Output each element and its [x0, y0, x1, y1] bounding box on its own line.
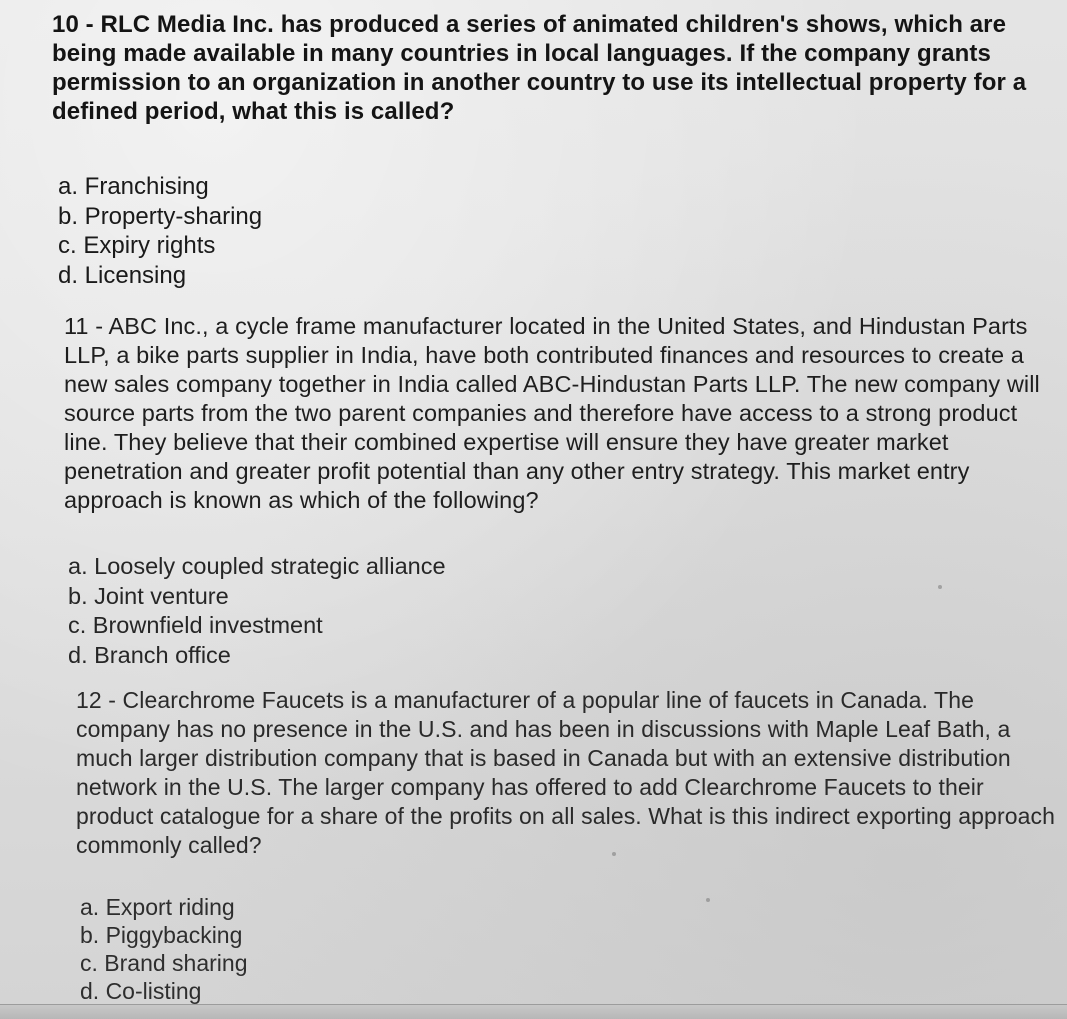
screen-speck [612, 852, 616, 856]
question-11-text: 11 - ABC Inc., a cycle frame manufacturer located in the United States, and Hindustan Parts LLP, a bike parts supplier in India, have both contributed finances and resources to create a new sales company together in India called ABC-Hindustan Parts LLP. The new company will source parts from the two parent companies and therefore have access to a strong product line. They believe that their combined expertise will ensure they have greater market penetration and greater profit potential than any other entry strategy. This market entry approach is known as which of the following? [64, 313, 1040, 513]
question-12-text: 12 - Clearchrome Faucets is a manufacturer of a popular line of faucets in Canada. The company has no presence in the U.S. and has been in discussions with Maple Leaf Bath, a much larger distribution company that is based in Canada but with an extensive distribution network in the U.S. The larger company has offered to add Clearchrome Faucets to their product catalogue for a share of the profits on all sales. What is this indirect exporting approach commonly called? [76, 687, 1055, 858]
option-12-a: a. Export riding [80, 894, 235, 920]
option-12-c: c. Brand sharing [80, 950, 248, 976]
screen-speck [938, 585, 942, 589]
question-11-options [68, 552, 446, 670]
option-11-a: a. Loosely coupled strategic alliance [68, 553, 446, 579]
option-10-b: b. Property-sharing [58, 202, 263, 230]
option-11-d: d. Branch office [68, 641, 231, 668]
question-12-options [80, 893, 247, 1005]
option-10-a: a. Franchising [58, 173, 209, 200]
option-10-c: c. Expiry rights [58, 232, 216, 259]
option-11-c: c. Brownfield investment [68, 612, 323, 638]
option-11-b: b. Joint venture [68, 582, 229, 609]
monitor-bottom-edge [0, 1004, 1067, 1019]
screen-speck [706, 898, 710, 902]
option-12-b: b. Piggybacking [80, 922, 243, 948]
option-12-d: d. Co-listing [80, 978, 202, 1004]
option-10-d: d. Licensing [58, 261, 187, 289]
question-10-options [58, 172, 262, 290]
question-10-text: 10 - RLC Media Inc. has produced a series of animated children's shows, which are being made available in many countries in local languages. If the company grants permission to an organization in another country to use its intellectual property for a defined period, what this is called? [52, 11, 1027, 125]
